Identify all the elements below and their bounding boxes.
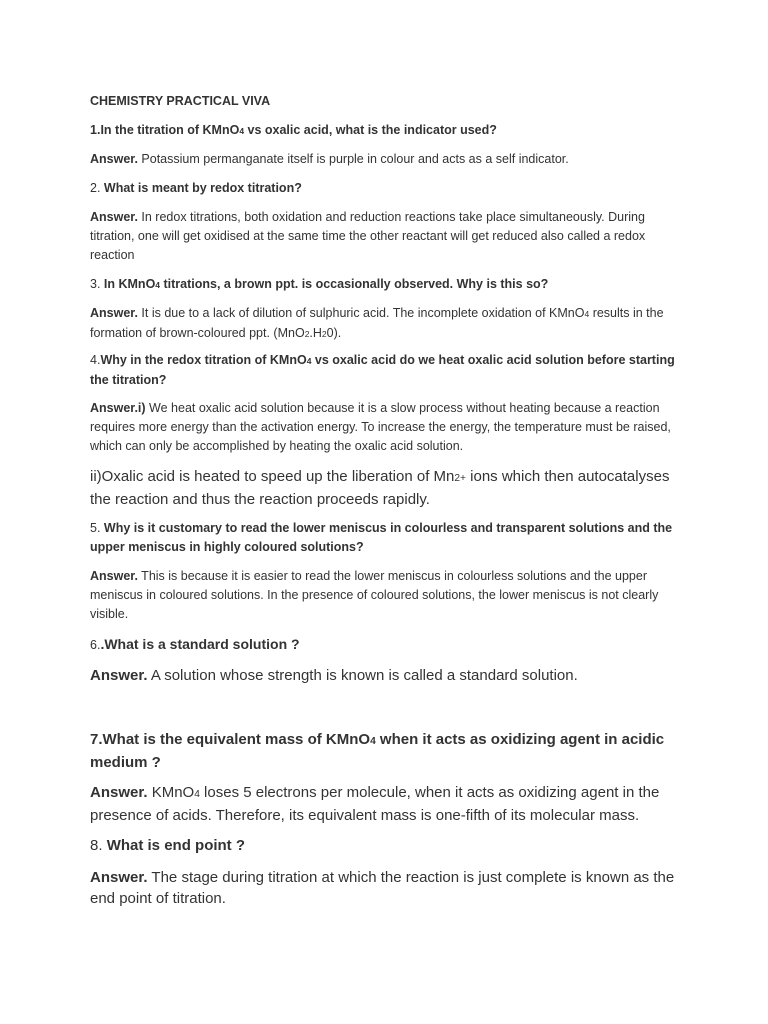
answer-label: Answer. — [90, 152, 138, 166]
question-4: 4.Why in the redox titration of KMnO4 vs oxalic acid do we heat oxalic acid solution before starting the titration? — [90, 353, 675, 387]
answer-1: Answer. Potassium permanganate itself is purple in colour and acts as a self indicator. — [90, 152, 569, 166]
answer-7: Answer. KMnO4 loses 5 electrons per molecule, when it acts as oxidizing agent in the presence of acids. Therefore, its equivalent mass is one-fifth of its molecular mass. — [90, 784, 660, 824]
question-6: 6..What is a standard solution ? — [90, 636, 300, 652]
answer-label: Answer. — [90, 784, 148, 801]
answer-label: Answer. — [90, 869, 148, 886]
question-2: 2. What is meant by redox titration? — [90, 181, 302, 195]
answer-4-part-ii: ii)Oxalic acid is heated to speed up the liberation of Mn2+ ions which then autocatalyses the reaction and thus the reaction proceeds rapidly. — [90, 468, 670, 508]
answer-6: Answer. A solution whose strength is known is called a standard solution. — [90, 667, 578, 684]
answer-4: Answer.i) We heat oxalic acid solution because it is a slow process without heating because a reaction requires more energy than the activation energy. To increase the energy, the temperature must be raised, which can only be accomplished by heating the oxalic acid solution. — [90, 401, 671, 453]
question-7: 7.What is the equivalent mass of KMnO4 when it acts as oxidizing agent in acidic medium ? — [90, 731, 665, 771]
question-5: 5. Why is it customary to read the lower meniscus in colourless and transparent solutions and the upper meniscus in highly coloured solutions? — [90, 521, 673, 554]
answer-label: Answer. — [90, 569, 138, 583]
answer-5: Answer. This is because it is easier to read the lower meniscus in colourless solutions and the upper meniscus in coloured solutions. In the presence of coloured solutions, the lower meniscus is not clearly visible. — [90, 569, 659, 621]
answer-label: Answer. — [90, 306, 138, 320]
answer-label: Answer. — [90, 667, 148, 684]
question-8: 8. What is end point ? — [90, 837, 246, 854]
question-3: 3. In KMnO4 titrations, a brown ppt. is occasionally observed. Why is this so? — [90, 277, 549, 291]
document-title: CHEMISTRY PRACTICAL VIVA — [90, 94, 271, 108]
question-1: 1.In the titration of KMnO4 vs oxalic acid, what is the indicator used? — [90, 123, 497, 137]
answer-3: Answer. It is due to a lack of dilution of sulphuric acid. The incomplete oxidation of KMnO4 results in the formation of brown-coloured ppt. (MnO2.H20). — [90, 306, 664, 340]
answer-label: Answer.i) — [90, 401, 146, 415]
answer-label: Answer. — [90, 210, 138, 224]
answer-2: Answer. In redox titrations, both oxidation and reduction reactions take place simultaneously. During titration, one will get oxidised at the same time the other reactant will get reduced also called a redox reaction — [90, 210, 646, 262]
answer-8: Answer. The stage during titration at which the reaction is just complete is known as the end point of titration. — [90, 869, 675, 907]
